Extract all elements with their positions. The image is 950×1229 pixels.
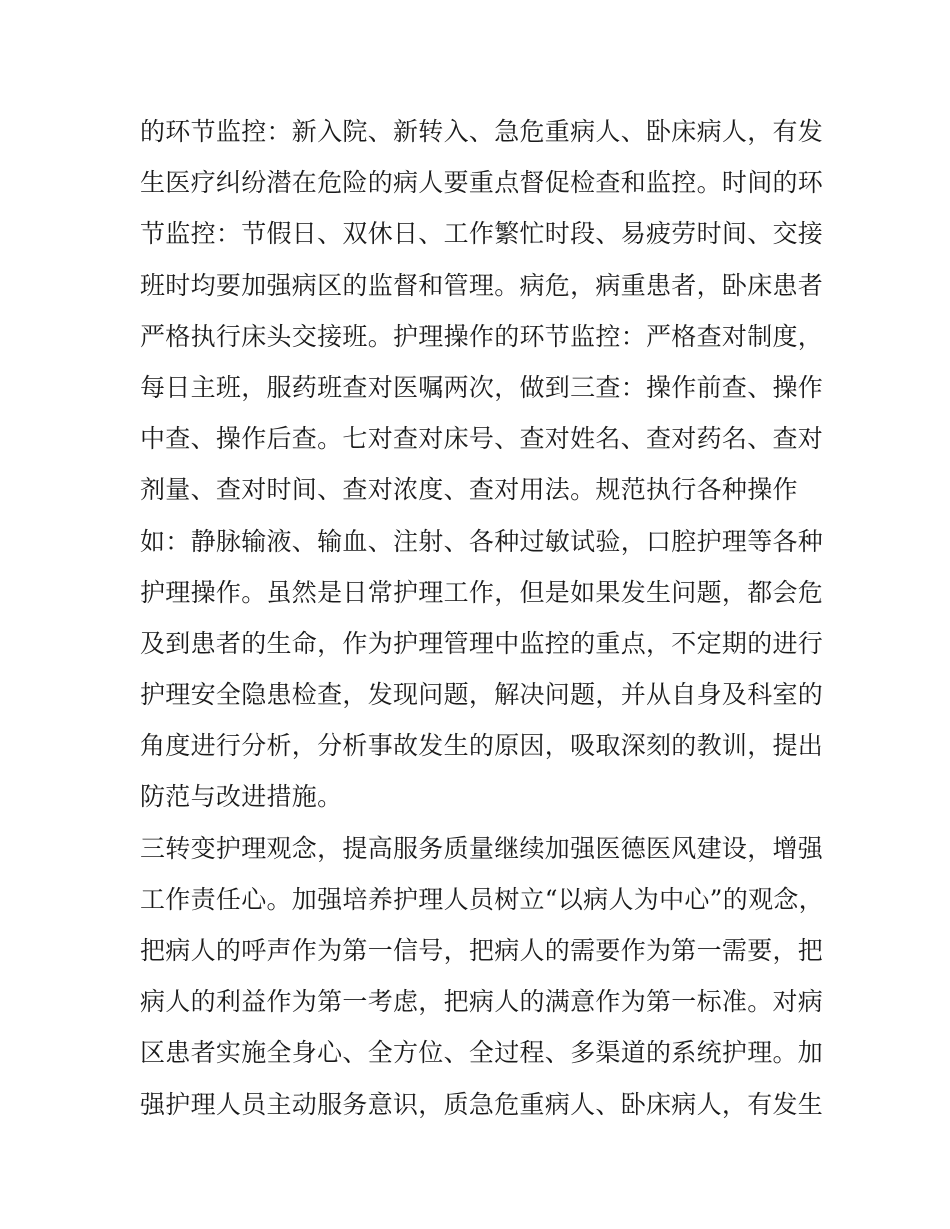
text-line: 中查、操作后查。七对查对床号、查对姓名、查对药名、查对: [140, 424, 824, 454]
text-line: 角度进行分析，分析事故发生的原因，吸取深刻的教训，提出: [140, 731, 824, 761]
text-line: 及到患者的生命，作为护理管理中监控的重点，不定期的进行: [140, 628, 824, 658]
text-line: 把病人的呼声作为第一信号，把病人的需要作为第一需要，把: [140, 936, 824, 965]
text-line: 严格执行床头交接班。护理操作的环节监控：严格查对制度，: [140, 321, 824, 351]
body-text: [140, 106, 824, 1130]
text-line: 三转变护理观念，提高服务质量继续加强医德医风建设，增强: [140, 833, 824, 863]
text-line: 工作责任心。加强培养护理人员树立“以病人为中心”的观念，: [140, 884, 824, 914]
text-line: 每日主班，服药班查对医嘱两次，做到三查：操作前查、操作: [140, 372, 824, 402]
text-line: 如：静脉输液、输血、注射、各种过敏试验，口腔护理等各种: [140, 526, 824, 556]
text-line: 的环节监控：新入院、新转入、急危重病人、卧床病人，有发: [140, 117, 824, 146]
text-line: 剂量、查对时间、查对浓度、查对用法。规范执行各种操作: [140, 475, 798, 505]
text-line: 强护理人员主动服务意识，质急危重病人、卧床病人，有发生: [140, 1089, 824, 1119]
text-line: 节监控：节假日、双休日、工作繁忙时段、易疲劳时间、交接: [140, 219, 824, 249]
text-line: 生医疗纠纷潜在危险的病人要重点督促检查和监控。时间的环: [140, 168, 824, 198]
text-line: 区患者实施全身心、全方位、全过程、多渠道的系统护理。加: [140, 1038, 824, 1068]
text-line: 病人的利益作为第一考虑，把病人的满意作为第一标准。对病: [140, 987, 824, 1017]
text-line: 防范与改进措施。: [140, 782, 343, 812]
text-line: 护理安全隐患检查，发现问题，解决问题，并从自身及科室的: [140, 680, 824, 710]
text-line: 班时均要加强病区的监督和管理。病危，病重患者，卧床患者: [140, 270, 824, 300]
text-line: 护理操作。虽然是日常护理工作，但是如果发生问题，都会危: [140, 577, 824, 607]
